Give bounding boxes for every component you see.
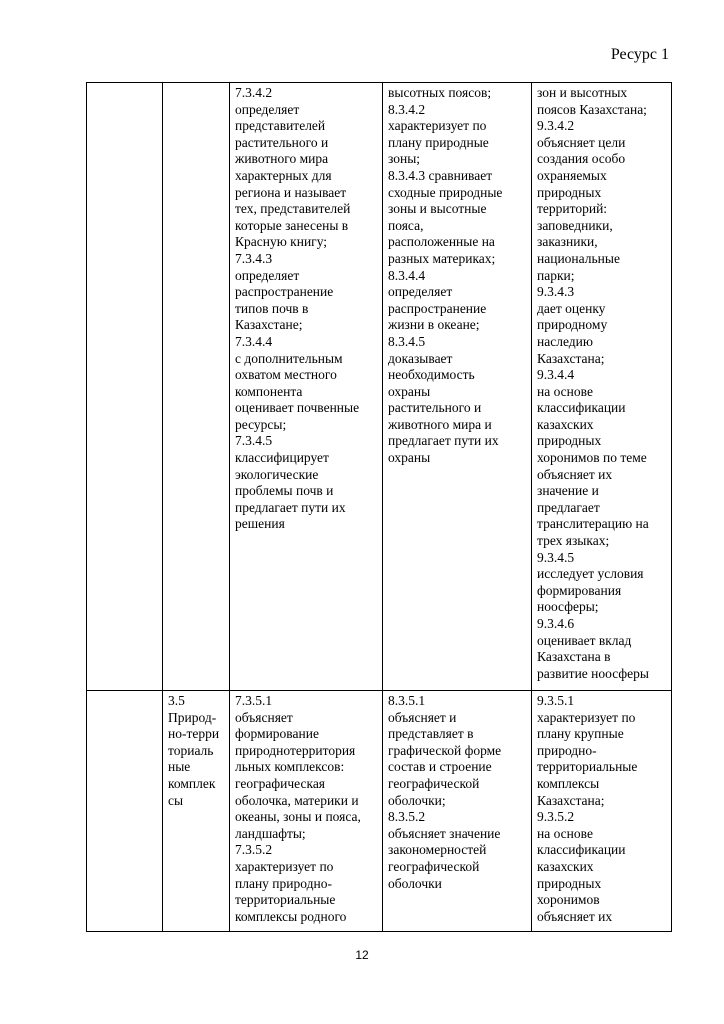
table-cell-subsection (163, 691, 230, 932)
table-cell-section (87, 691, 163, 932)
table-row (87, 691, 672, 932)
table-cell-section (87, 83, 163, 691)
table-row (87, 83, 672, 691)
cell-text: 7.3.4.2 определяет представителей растительного и животного мира характерных для региона и называет тех, представителей которые занесены в Красную книгу; 7.3.4.3 определяет распространение типов почв в Казахстане; 7.3.4.4 с дополнительным охватом местного компонента оценивает почвенные ресурсы; 7.3.4.5 классифицирует экологические проблемы почв и предлагает пути их решения (235, 85, 360, 532)
table-cell-grade-8 (383, 83, 532, 691)
cell-text: 9.3.5.1 характеризует по плану крупные природно- территориальные комплексы Казахстана; 9.3.5.2 на основе классификации казахских природных хоронимов объясняет их (537, 693, 638, 924)
cell-text: 3.5 Природ- но-терри ториаль ные комплек сы (168, 693, 220, 808)
cell-text: зон и высотных поясов Казахстана; 9.3.4.2 объясняет цели создания особо охраняемых природных территорий: заповедники, заказники, национальные парки; 9.3.4.3 дает оценку природному наследию Казахстана; 9.3.4.4 на основе классификации казахских природных хоронимов по теме объясняет их значение и предлагает транслитерацию на трех языках; 9.3.4.5 исследует условия формирования ноосферы; 9.3.4.6 оценивает вклад Казахстана в развитие ноосферы (537, 85, 649, 681)
table-cell-grade-7 (230, 83, 383, 691)
cell-text: высотных поясов; 8.3.4.2 характеризует по плану природные зоны; 8.3.4.3 сравнивает сходные природные зоны и высотные пояса, расположенные на разных материках; 8.3.4.4 определяет распространение жизни в океане; 8.3.4.5 доказывает необходимость охраны растительного и животного мира и предлагает пути их охраны (388, 85, 503, 466)
curriculum-table (86, 82, 672, 932)
page-number: 12 (355, 948, 369, 962)
table-cell-grade-7 (230, 691, 383, 932)
resource-label: Ресурс 1 (610, 46, 669, 63)
cell-text: 8.3.5.1 объясняет и представляет в графической форме состав и строение географической оболочки; 8.3.5.2 объясняет значение закономерностей географической оболочки (388, 693, 502, 891)
table-cell-grade-8 (383, 691, 532, 932)
table-cell-subsection (163, 83, 230, 691)
table-cell-grade-9 (532, 691, 672, 932)
cell-text: 7.3.5.1 объясняет формирование природнотерритория льных комплексов: географическая оболочка, материки и океаны, зоны и пояса, ландшафты; 7.3.5.2 характеризует по плану природно- территориальные комплексы родного (235, 693, 361, 924)
table-cell-grade-9 (532, 83, 672, 691)
